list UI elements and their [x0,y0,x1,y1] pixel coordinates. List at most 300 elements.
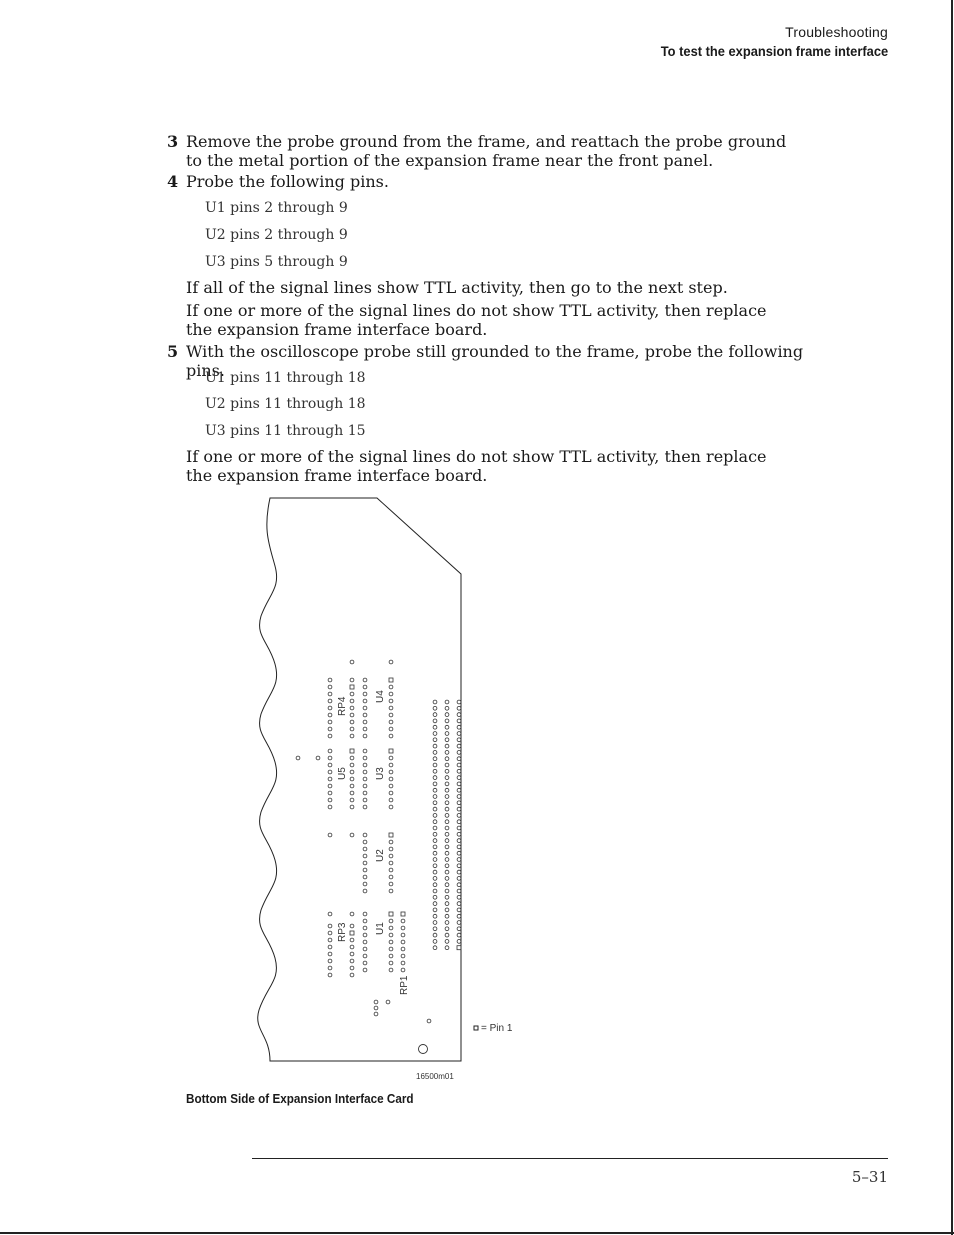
pin-hole [445,946,449,950]
pin-hole [457,795,461,799]
pin-hole [445,719,449,723]
pin-hole [433,725,437,729]
pin1-hole [350,749,354,753]
pin-hole [328,678,332,682]
pin-hole [433,870,437,874]
pin-hole [363,847,367,851]
pin-hole [350,777,354,781]
pin-hole [350,692,354,696]
pin-hole [445,788,449,792]
pin1-legend-text: = Pin 1 [481,1023,513,1034]
pin-hole [328,699,332,703]
pin-hole [328,945,332,949]
step-4 [167,172,807,191]
pin-hole [363,854,367,858]
pin-hole [389,791,393,795]
pin-hole [457,807,461,811]
pin-hole [433,751,437,755]
component-labels [337,690,410,995]
pin-hole [363,798,367,802]
component-label: U3 [375,767,386,780]
pin-hole [389,861,393,865]
pin-hole [363,685,367,689]
pin-hole [401,947,405,951]
pin-hole [457,845,461,849]
pin-hole [457,788,461,792]
pin-hole [433,738,437,742]
pin-hole [401,961,405,965]
pin-hole [457,839,461,843]
pin1-hole [389,678,393,682]
pin-hole [363,756,367,760]
step-text: With the oscilloscope probe still grounded to the frame, probe the following pins. [186,342,804,380]
pin-hole [389,868,393,872]
pin-hole [445,763,449,767]
pin-hole [433,782,437,786]
pin-hole [445,851,449,855]
pin-hole [389,777,393,781]
pin-hole [445,795,449,799]
pin-hole [457,832,461,836]
pin-hole [389,926,393,930]
pin-hole [445,757,449,761]
pin-hole [433,826,437,830]
pin-hole [457,700,461,704]
step-text: Remove the probe ground from the frame, and reattach the probe ground to the metal portion of the expansion frame near the front panel. [186,132,787,170]
pin-hole [363,706,367,710]
pin-hole [328,770,332,774]
pin-hole [433,858,437,862]
drawing-id: 16500m01 [416,1072,454,1081]
pin-hole [328,720,332,724]
pin-hole [433,732,437,736]
pin-hole [328,685,332,689]
pin-hole [445,858,449,862]
pin-hole [433,801,437,805]
pin-hole [401,926,405,930]
pin-hole [389,847,393,851]
pin-hole [328,727,332,731]
pin-hole [457,763,461,767]
pin-hole [445,864,449,868]
pin-hole [445,883,449,887]
board-drawing [245,490,545,1090]
running-header-section: Troubleshooting [785,24,888,40]
pin-hole [363,833,367,837]
component-label: U5 [337,767,348,780]
pin-hole [433,744,437,748]
pin-hole [445,908,449,912]
circuit-board-diagram [245,490,545,1090]
pin-hole [363,947,367,951]
pin-hole [350,912,354,916]
pin-hole [445,839,449,843]
pin-hole [457,940,461,944]
pin-hole [350,734,354,738]
pin-hole [363,805,367,809]
pin-hole [457,732,461,736]
pin-hole [350,784,354,788]
pin-hole [350,763,354,767]
pin-hole [445,738,449,742]
pin-hole [445,832,449,836]
pin-hole [433,946,437,950]
pin-hole [433,933,437,937]
pin-hole [328,763,332,767]
pin-hole [445,801,449,805]
pin-hole [445,725,449,729]
pin-hole [389,889,393,893]
pin-hole [401,954,405,958]
pin-hole [328,706,332,710]
pin-hole [433,895,437,899]
pin-hole [389,763,393,767]
pin-hole [389,770,393,774]
pin-hole [445,895,449,899]
pin-hole [350,805,354,809]
result-fail-paragraph: If one or more of the signal lines do not show TTL activity, then replace the expansion frame interface board. [186,301,767,339]
pin-hole [433,927,437,931]
pin-range-item: U1 pins 2 through 9 [205,200,348,216]
pin-range-item: U3 pins 5 through 9 [205,254,348,270]
pin-hole [445,814,449,818]
pin-hole [328,749,332,753]
pin-hole [457,725,461,729]
pin-hole [374,1000,378,1004]
pin-hole [433,908,437,912]
pin-hole [457,757,461,761]
pin-range-item: U3 pins 11 through 15 [205,423,366,439]
pin-hole [445,776,449,780]
pin-hole [350,938,354,942]
pin-hole [350,720,354,724]
pin-hole [363,933,367,937]
pin-hole [350,770,354,774]
pin-hole [457,744,461,748]
pin-hole [363,713,367,717]
pin-hole [350,833,354,837]
pin-hole [433,757,437,761]
pin-hole [389,734,393,738]
pin1-hole [389,833,393,837]
pin-hole [457,933,461,937]
pin-hole [350,924,354,928]
pin-hole [433,921,437,925]
pin-hole [389,685,393,689]
pin-hole [389,933,393,937]
pin-hole [389,713,393,717]
pin-hole [363,763,367,767]
pin-hole [328,777,332,781]
component-label: RP1 [399,975,410,995]
pin-hole [445,744,449,748]
pin-hole [433,889,437,893]
pin-hole [401,919,405,923]
pin1-hole [389,749,393,753]
pin-hole [389,756,393,760]
pin-hole [363,882,367,886]
pin-hole [433,807,437,811]
pin-hole [433,795,437,799]
pin1-hole [350,931,354,935]
step-number: 3 [167,132,179,151]
pin-hole [433,719,437,723]
pin-hole [445,902,449,906]
pin-hole [363,699,367,703]
step-text: Probe the following pins. [186,172,389,191]
pin-hole [328,713,332,717]
pin-hole [445,921,449,925]
pin-hole [433,763,437,767]
pin-hole [457,751,461,755]
pin-hole [350,798,354,802]
pin-hole [433,851,437,855]
pin-hole [389,954,393,958]
pin-hole [363,940,367,944]
pin-hole [457,738,461,742]
step-number: 5 [167,342,179,361]
pin-hole [389,840,393,844]
pin-hole [433,914,437,918]
pin-hole [389,699,393,703]
pin-hole [433,883,437,887]
pin-hole [328,692,332,696]
pin-hole [445,889,449,893]
pin-hole [457,908,461,912]
pin-hole [445,769,449,773]
pin-hole [457,719,461,723]
pin-hole [389,947,393,951]
mounting-hole [419,1045,428,1054]
pin-hole [363,749,367,753]
pin-hole [433,700,437,704]
pin-hole [433,845,437,849]
pin-hole [328,952,332,956]
pin-hole [457,820,461,824]
pin-hole [363,961,367,965]
pin1-hole [401,912,405,916]
pin-range-item: U2 pins 2 through 9 [205,227,348,243]
page-number: 5–31 [851,1168,888,1186]
pin-hole [328,938,332,942]
pin-hole [433,940,437,944]
pin-hole [433,877,437,881]
pin-hole [389,854,393,858]
pin-hole [389,720,393,724]
pin-hole [457,883,461,887]
pin-hole [433,769,437,773]
pin-hole [363,784,367,788]
component-label: RP4 [337,696,348,716]
pin-hole [433,706,437,710]
pin-range-item: U2 pins 11 through 18 [205,396,366,412]
pin-hole [389,727,393,731]
pin-hole [389,961,393,965]
pin-hole [457,864,461,868]
pin-hole [427,1019,431,1023]
pin-hole [363,889,367,893]
pin1-hole [350,685,354,689]
pin-hole [457,914,461,918]
pin-hole [350,945,354,949]
pin-hole [328,791,332,795]
pin-hole [363,770,367,774]
pin-hole [457,870,461,874]
pin-hole [328,798,332,802]
page-edge-right [951,0,953,1235]
pin-hole [389,706,393,710]
pin-hole [350,973,354,977]
pin-hole [350,660,354,664]
pin-hole [328,784,332,788]
pin-hole [350,966,354,970]
pin-hole [363,926,367,930]
pin-range-item: U1 pins 11 through 18 [205,370,366,386]
pin-hole [363,777,367,781]
pin-hole [445,706,449,710]
pin-hole [389,968,393,972]
pin-hole [445,751,449,755]
pin-hole [363,919,367,923]
pin-hole [350,678,354,682]
pin-hole [350,791,354,795]
pin-hole [374,1006,378,1010]
pin-hole [363,727,367,731]
pin-hole [433,864,437,868]
pin-hole [328,931,332,935]
pin-hole [350,699,354,703]
pin-hole [433,839,437,843]
pin-hole [457,801,461,805]
pin-hole [389,692,393,696]
pin-hole [363,912,367,916]
pin-hole [445,826,449,830]
pin-hole [445,700,449,704]
pin-hole [389,875,393,879]
pin-hole [296,756,300,760]
pin-hole [389,940,393,944]
pin-hole [433,814,437,818]
pin-hole [457,826,461,830]
pin-hole [445,877,449,881]
footer-rule [252,1158,888,1159]
pin-hole [445,845,449,849]
pin-hole [389,798,393,802]
pin-hole [389,660,393,664]
pin-hole [363,720,367,724]
pin-hole [363,968,367,972]
pin-hole [328,756,332,760]
pin-hole [363,692,367,696]
pin-hole [433,788,437,792]
pin-hole [350,706,354,710]
pin-hole [457,769,461,773]
pin-hole [374,1012,378,1016]
component-label: U2 [375,849,386,862]
pin-hole [433,902,437,906]
pin-hole [363,868,367,872]
pin1-legend-marker [474,1026,478,1030]
pin-hole [445,782,449,786]
pin-hole [445,914,449,918]
pin-hole [328,805,332,809]
pin-hole [457,889,461,893]
pin-hole [389,919,393,923]
pin-hole [328,912,332,916]
pin-hole [350,727,354,731]
pin-hole [445,713,449,717]
pin-hole [457,895,461,899]
pin-hole [457,706,461,710]
pin-hole [433,820,437,824]
result-fail-paragraph: If one or more of the signal lines do not show TTL activity, then replace the expansion frame interface board. [186,447,767,485]
pin-hole [363,861,367,865]
result-ok-paragraph: If all of the signal lines show TTL activity, then go to the next step. [186,278,728,297]
pin-hole [433,776,437,780]
pin-hole [328,734,332,738]
pin-hole [328,966,332,970]
pin-hole [433,713,437,717]
pin-hole [386,1000,390,1004]
component-label: U1 [375,922,386,935]
pin-hole [457,814,461,818]
pin-hole [401,940,405,944]
pin-hole [445,870,449,874]
pin-hole [457,858,461,862]
pin-hole [328,924,332,928]
step-3 [167,132,807,170]
pin-hole [457,927,461,931]
pin-hole [350,959,354,963]
pin-hole [457,902,461,906]
component-label: U4 [375,690,386,703]
pin-hole [328,959,332,963]
pin-hole [401,968,405,972]
component-label: RP3 [337,922,348,942]
pin-hole [363,678,367,682]
pin-hole [328,833,332,837]
pin-hole [445,732,449,736]
pin-hole [457,921,461,925]
step-number: 4 [167,172,179,191]
page-edge-bottom [0,1232,954,1234]
pin1-hole [457,946,461,950]
pin-hole [328,973,332,977]
pin-hole [445,927,449,931]
pin-hole [445,820,449,824]
figure-caption: Bottom Side of Expansion Interface Card [186,1091,414,1106]
pin-hole [350,756,354,760]
pin-hole [350,713,354,717]
running-header-title: To test the expansion frame interface [660,43,888,59]
pin-hole [389,805,393,809]
pin-hole [433,832,437,836]
pin-hole [363,875,367,879]
pin-hole [457,776,461,780]
pin1-hole [389,912,393,916]
pin-hole [363,791,367,795]
pin-hole [401,933,405,937]
pin-hole [363,954,367,958]
pin-hole [445,940,449,944]
pin-hole [457,713,461,717]
pin-hole [457,877,461,881]
board-outline [258,498,461,1061]
pin-hole [457,851,461,855]
pin-hole [445,933,449,937]
pin-hole [389,882,393,886]
pin-holes [296,660,461,1023]
